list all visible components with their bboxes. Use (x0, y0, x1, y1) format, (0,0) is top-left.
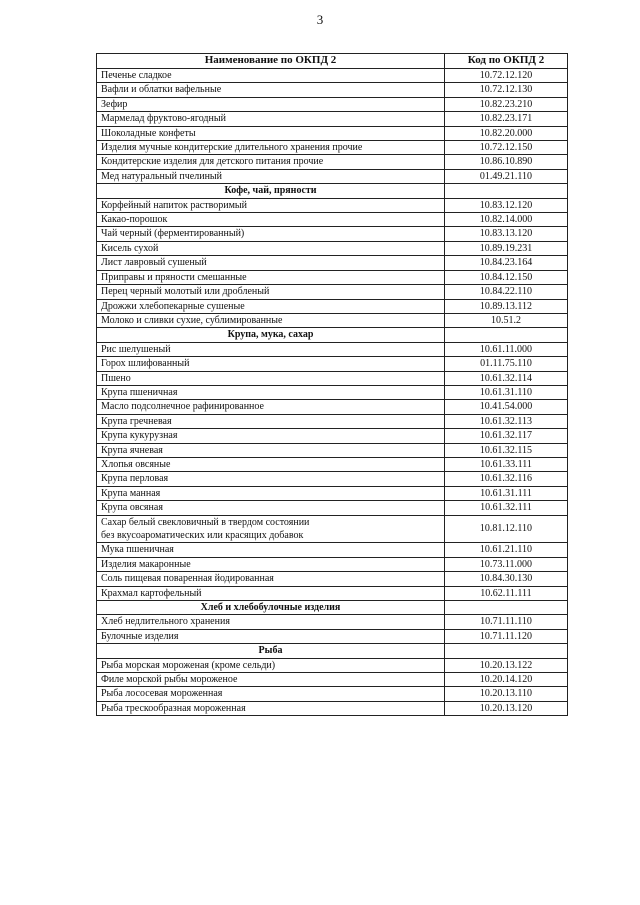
product-name-cell: Булочные изделия (97, 629, 445, 643)
product-name-line: без вкусоароматических или красящих добавок (101, 530, 304, 541)
table-row (97, 586, 568, 600)
product-name-cell: Пшено (97, 371, 445, 385)
section-row (97, 644, 568, 658)
table-row (97, 285, 568, 299)
product-name-cell: Вафли и облатки вафельные (97, 83, 445, 97)
table-row (97, 385, 568, 399)
okpd-code-cell: 10.61.33.111 (445, 457, 568, 471)
okpd-code-cell: 10.51.2 (445, 313, 568, 327)
section-row (97, 328, 568, 342)
product-name-cell: Масло подсолнечное рафинированное (97, 400, 445, 414)
product-name-cell: Лист лавровый сушеный (97, 256, 445, 270)
column-header-name: Наименование по ОКПД 2 (97, 54, 445, 69)
table-row (97, 357, 568, 371)
column-header-code: Код по ОКПД 2 (445, 54, 568, 69)
okpd-code-cell: 10.62.11.111 (445, 586, 568, 600)
okpd-code-cell: 10.89.13.112 (445, 299, 568, 313)
table-row (97, 701, 568, 715)
product-name-cell: Изделия макаронные (97, 557, 445, 571)
product-name-cell: Крупа пшеничная (97, 385, 445, 399)
table-row (97, 112, 568, 126)
product-name-cell: Молоко и сливки сухие, сублимированные (97, 313, 445, 327)
okpd-code-cell: 10.61.32.117 (445, 429, 568, 443)
product-name-cell: Горох шлифованный (97, 357, 445, 371)
okpd-code-cell: 10.82.14.000 (445, 213, 568, 227)
okpd-code-cell: 10.61.31.111 (445, 486, 568, 500)
okpd-code-cell: 01.11.75.110 (445, 357, 568, 371)
product-name-cell: Мармелад фруктово-ягодный (97, 112, 445, 126)
product-name-cell: Филе морской рыбы мороженое (97, 673, 445, 687)
okpd-code-cell: 10.86.10.890 (445, 155, 568, 169)
product-name-line: Сахар белый свекловичный в твердом состоянии (101, 516, 310, 528)
table-body (97, 69, 568, 716)
table-row (97, 342, 568, 356)
okpd-code-cell: 10.84.22.110 (445, 285, 568, 299)
table-row (97, 299, 568, 313)
product-name-cell: Кисель сухой (97, 241, 445, 255)
table-row (97, 543, 568, 557)
table-row (97, 155, 568, 169)
product-name-cell: Крупа кукурузная (97, 429, 445, 443)
section-row (97, 184, 568, 198)
product-name-cell: Чай черный (ферментированный) (97, 227, 445, 241)
product-name-cell (97, 515, 445, 543)
table-row (97, 414, 568, 428)
section-code-cell (445, 601, 568, 615)
okpd-code-cell: 10.61.32.114 (445, 371, 568, 385)
product-name-cell: Приправы и пряности смешанные (97, 270, 445, 284)
table-row (97, 615, 568, 629)
table-row (97, 213, 568, 227)
table-row (97, 658, 568, 672)
okpd-code-cell: 10.72.12.150 (445, 141, 568, 155)
product-name-cell: Какао-порошок (97, 213, 445, 227)
product-name-cell: Мука пшеничная (97, 543, 445, 557)
product-name-cell: Дрожжи хлебопекарные сушеные (97, 299, 445, 313)
product-name-cell: Рыба лососевая мороженная (97, 687, 445, 701)
product-name-cell: Хлеб недлительного хранения (97, 615, 445, 629)
okpd-code-cell: 10.61.31.110 (445, 385, 568, 399)
section-title: Рыба (97, 644, 445, 658)
product-name-cell: Соль пищевая поваренная йодированная (97, 572, 445, 586)
product-name-cell: Крупа перловая (97, 472, 445, 486)
product-name-cell: Изделия мучные кондитерские длительного хранения прочие (97, 141, 445, 155)
product-name-cell: Кондитерские изделия для детского питания прочие (97, 155, 445, 169)
okpd-code-cell: 10.84.30.130 (445, 572, 568, 586)
table-row (97, 371, 568, 385)
table-row (97, 227, 568, 241)
table-row (97, 198, 568, 212)
okpd-code-cell: 10.82.20.000 (445, 126, 568, 140)
table-row (97, 572, 568, 586)
okpd-code-cell: 10.61.32.115 (445, 443, 568, 457)
okpd-code-cell: 10.61.11.000 (445, 342, 568, 356)
section-code-cell (445, 328, 568, 342)
section-title: Кофе, чай, пряности (97, 184, 445, 198)
okpd-code-cell: 10.20.13.120 (445, 701, 568, 715)
table-row (97, 486, 568, 500)
table-row (97, 270, 568, 284)
product-name-cell: Мед натуральный пчелиный (97, 169, 445, 183)
product-name-cell: Крупа гречневая (97, 414, 445, 428)
page-number: 3 (316, 12, 324, 27)
okpd-code-cell: 10.81.12.110 (445, 515, 568, 543)
table-row (97, 83, 568, 97)
okpd-code-cell: 10.89.19.231 (445, 241, 568, 255)
okpd-code-cell: 10.72.12.130 (445, 83, 568, 97)
okpd-code-cell: 10.83.13.120 (445, 227, 568, 241)
table-row (97, 126, 568, 140)
table-row (97, 557, 568, 571)
table-row (97, 673, 568, 687)
okpd-table (96, 53, 568, 716)
okpd-code-cell: 10.82.23.171 (445, 112, 568, 126)
product-name-cell: Крупа ячневая (97, 443, 445, 457)
section-code-cell (445, 644, 568, 658)
table-row (97, 472, 568, 486)
okpd-code-cell: 10.61.21.110 (445, 543, 568, 557)
product-name-cell: Шоколадные конфеты (97, 126, 445, 140)
okpd-code-cell: 10.61.32.116 (445, 472, 568, 486)
table-row (97, 69, 568, 83)
table-row (97, 241, 568, 255)
table-row (97, 457, 568, 471)
table-row (97, 97, 568, 111)
product-name-cell: Зефир (97, 97, 445, 111)
table-row (97, 501, 568, 515)
product-name-cell: Крупа манная (97, 486, 445, 500)
product-name-cell: Крахмал картофельный (97, 586, 445, 600)
okpd-code-cell: 10.20.13.110 (445, 687, 568, 701)
table-row (97, 429, 568, 443)
section-title: Крупа, мука, сахар (97, 328, 445, 342)
product-name-cell: Корфейный напиток растворимый (97, 198, 445, 212)
okpd-code-cell: 10.84.12.150 (445, 270, 568, 284)
product-name-cell: Крупа овсяная (97, 501, 445, 515)
okpd-code-cell: 10.72.12.120 (445, 69, 568, 83)
product-name-cell: Печенье сладкое (97, 69, 445, 83)
okpd-code-cell: 10.83.12.120 (445, 198, 568, 212)
section-code-cell (445, 184, 568, 198)
product-name-cell: Рыба морская мороженая (кроме сельди) (97, 658, 445, 672)
product-name-cell: Перец черный молотый или дробленый (97, 285, 445, 299)
table-row (97, 443, 568, 457)
okpd-code-cell: 10.61.32.113 (445, 414, 568, 428)
okpd-code-cell: 01.49.21.110 (445, 169, 568, 183)
table-row (97, 400, 568, 414)
product-name-cell: Хлопья овсяные (97, 457, 445, 471)
table-row (97, 313, 568, 327)
okpd-code-cell: 10.20.14.120 (445, 673, 568, 687)
table-row (97, 515, 568, 543)
product-name-cell: Рыба трескообразная мороженная (97, 701, 445, 715)
table-row (97, 141, 568, 155)
table-row (97, 687, 568, 701)
table-header-row (97, 54, 568, 69)
section-row (97, 601, 568, 615)
okpd-code-cell: 10.61.32.111 (445, 501, 568, 515)
okpd-code-cell: 10.82.23.210 (445, 97, 568, 111)
product-name-cell: Рис шелушеный (97, 342, 445, 356)
okpd-code-cell: 10.71.11.120 (445, 629, 568, 643)
okpd-code-cell: 10.41.54.000 (445, 400, 568, 414)
okpd-code-cell: 10.71.11.110 (445, 615, 568, 629)
table-row (97, 169, 568, 183)
section-title: Хлеб и хлебобулочные изделия (97, 601, 445, 615)
okpd-code-cell: 10.73.11.000 (445, 557, 568, 571)
okpd-code-cell: 10.20.13.122 (445, 658, 568, 672)
table-row (97, 256, 568, 270)
table-row (97, 629, 568, 643)
okpd-code-cell: 10.84.23.164 (445, 256, 568, 270)
